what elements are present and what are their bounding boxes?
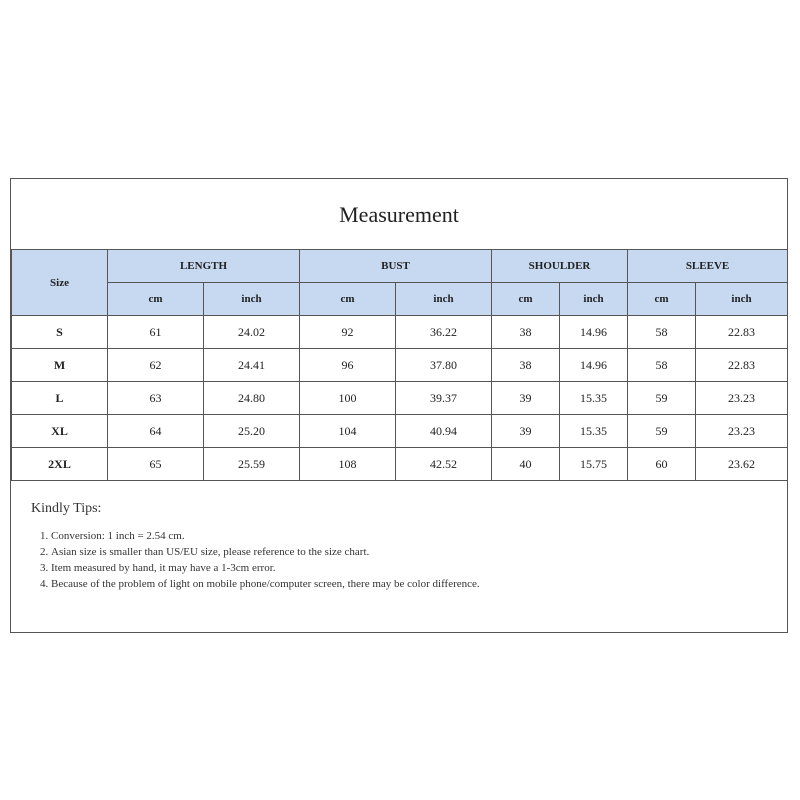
table-cell: 14.96 — [560, 349, 628, 382]
group-header-shoulder: SHOULDER — [492, 250, 628, 283]
size-cell: M — [12, 349, 108, 382]
table-cell: 104 — [300, 415, 396, 448]
group-header-sleeve: SLEEVE — [628, 250, 788, 283]
table-row — [12, 448, 788, 481]
table-cell: 58 — [628, 316, 696, 349]
table-cell: 39 — [492, 415, 560, 448]
table-cell: 40 — [492, 448, 560, 481]
group-header-bust: BUST — [300, 250, 492, 283]
table-cell: 15.75 — [560, 448, 628, 481]
table-unit-header-row — [12, 283, 788, 316]
tip-item: 3. Item measured by hand, it may have a 1-3cm error. — [51, 561, 521, 576]
table-cell: 40.94 — [396, 415, 492, 448]
table-cell: 23.23 — [696, 382, 788, 415]
kindly-tips — [31, 501, 521, 593]
chart-title: Measurement — [339, 202, 459, 227]
table-cell: 23.23 — [696, 415, 788, 448]
table-row — [12, 382, 788, 415]
table-cell: 24.41 — [204, 349, 300, 382]
table-row — [12, 349, 788, 382]
table-cell: 100 — [300, 382, 396, 415]
unit-header: inch — [204, 283, 300, 316]
table-cell: 24.02 — [204, 316, 300, 349]
unit-header: inch — [560, 283, 628, 316]
unit-header: cm — [300, 283, 396, 316]
size-column-header: Size — [12, 250, 108, 316]
table-cell: 60 — [628, 448, 696, 481]
table-cell: 39 — [492, 382, 560, 415]
size-cell: L — [12, 382, 108, 415]
table-cell: 14.96 — [560, 316, 628, 349]
tip-item: 4. Because of the problem of light on mobile phone/computer screen, there may be color difference. — [51, 577, 521, 592]
unit-header: cm — [628, 283, 696, 316]
table-row — [12, 316, 788, 349]
size-chart-frame — [10, 178, 788, 633]
unit-header: cm — [108, 283, 204, 316]
table-cell: 92 — [300, 316, 396, 349]
tips-list — [31, 529, 521, 592]
table-cell: 38 — [492, 349, 560, 382]
table-cell: 59 — [628, 382, 696, 415]
table-cell: 61 — [108, 316, 204, 349]
table-cell: 37.80 — [396, 349, 492, 382]
table-group-header-row — [12, 250, 788, 283]
table-row — [12, 415, 788, 448]
table-cell: 96 — [300, 349, 396, 382]
table-cell: 25.20 — [204, 415, 300, 448]
table-cell: 65 — [108, 448, 204, 481]
size-cell: 2XL — [12, 448, 108, 481]
table-cell: 108 — [300, 448, 396, 481]
size-cell: XL — [12, 415, 108, 448]
table-cell: 25.59 — [204, 448, 300, 481]
table-cell: 22.83 — [696, 316, 788, 349]
size-table — [11, 249, 788, 481]
table-cell: 39.37 — [396, 382, 492, 415]
table-cell: 62 — [108, 349, 204, 382]
table-cell: 36.22 — [396, 316, 492, 349]
size-cell: S — [12, 316, 108, 349]
tips-title: Kindly Tips: — [31, 501, 102, 516]
table-cell: 42.52 — [396, 448, 492, 481]
tip-item: 2. Asian size is smaller than US/EU size, please reference to the size chart. — [51, 545, 521, 560]
table-cell: 22.83 — [696, 349, 788, 382]
table-cell: 64 — [108, 415, 204, 448]
table-cell: 38 — [492, 316, 560, 349]
unit-header: cm — [492, 283, 560, 316]
table-cell: 63 — [108, 382, 204, 415]
table-cell: 59 — [628, 415, 696, 448]
table-cell: 15.35 — [560, 382, 628, 415]
group-header-length: LENGTH — [108, 250, 300, 283]
table-cell: 24.80 — [204, 382, 300, 415]
unit-header: inch — [396, 283, 492, 316]
table-cell: 23.62 — [696, 448, 788, 481]
unit-header: inch — [696, 283, 788, 316]
tip-item: 1. Conversion: 1 inch = 2.54 cm. — [51, 529, 521, 544]
table-cell: 58 — [628, 349, 696, 382]
table-cell: 15.35 — [560, 415, 628, 448]
